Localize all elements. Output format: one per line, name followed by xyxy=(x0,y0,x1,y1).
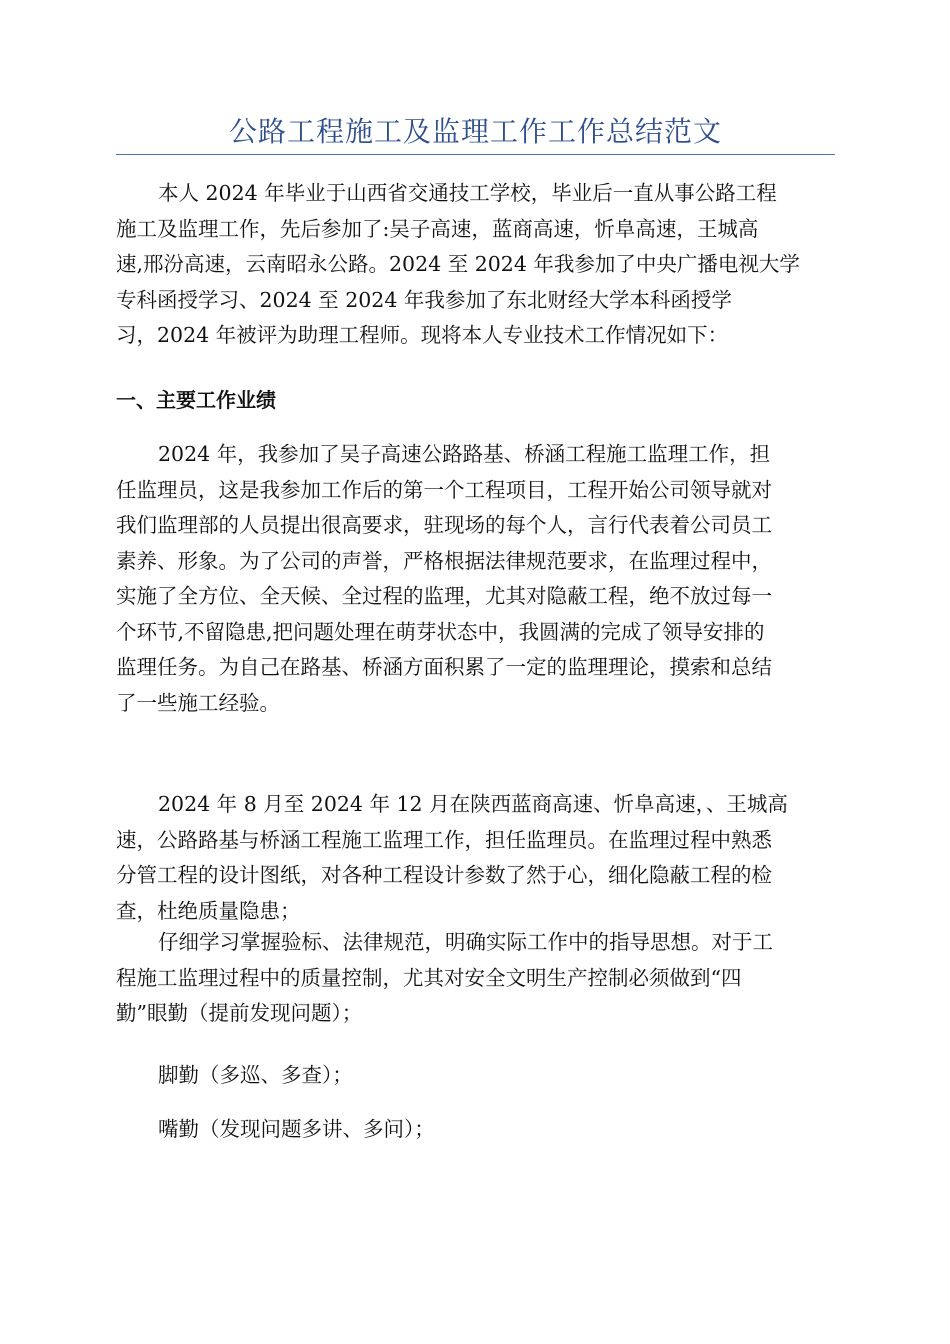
paragraph-line: 个环节,不留隐患,把问题处理在萌芽状态中，我圆满的完成了领导安排的 xyxy=(116,619,765,644)
paragraph-line: 嘴勤（发现问题多讲、多问）； xyxy=(158,1117,435,1141)
paragraph-1 xyxy=(116,176,835,354)
section-heading: 一、主要工作业绩 xyxy=(116,388,276,412)
paragraph-line: 速，公路路基与桥涵工程施工监理工作，担任监理员。在监理过程中熟悉 xyxy=(116,827,772,852)
paragraph-line: 脚勤（多巡、多查）； xyxy=(158,1063,353,1087)
paragraph-line: 专科函授学习、2024 至 2024 年我参加了东北财经大学本科函授学 xyxy=(116,287,732,312)
paragraph-line: 程施工监理过程中的质量控制，尤其对安全文明生产控制必须做到“四 xyxy=(116,965,742,990)
paragraph-6 xyxy=(116,1112,835,1148)
paragraph-line: 施工及监理工作，先后参加了:吴子高速，蓝商高速，忻阜高速，王城高 xyxy=(116,216,759,241)
document-title: 公路工程施工及监理工作工作总结范文 xyxy=(228,115,722,148)
paragraph-line: 分管工程的设计图纸，对各种工程设计参数了然于心，细化隐蔽工程的检 xyxy=(116,863,772,887)
paragraph-2 xyxy=(116,437,835,721)
paragraph-line: 仔细学习掌握验标、法律规范，明确实际工作中的指导思想。对于工 xyxy=(158,930,773,954)
paragraph-line: 习，2024 年被评为助理工程师。现将本人专业技术工作情况如下： xyxy=(116,323,729,347)
paragraph-line: 我们监理部的人员提出很高要求，驻现场的每个人，言行代表着公司员工 xyxy=(116,513,772,537)
paragraph-line: 了一些施工经验。 xyxy=(116,690,280,715)
paragraph-3 xyxy=(116,787,835,929)
paragraph-line: 本人 2024 年毕业于山西省交通技工学校，毕业后一直从事公路工程 xyxy=(158,181,777,205)
title-underline xyxy=(116,154,835,155)
paragraph-line: 素养、形象。为了公司的声誉，严格根据法律规范要求，在监理过程中， xyxy=(116,548,772,573)
paragraph-line: 实施了全方位、全天候、全过程的监理，尤其对隐蔽工程，绝不放过每一 xyxy=(116,584,772,608)
paragraph-4 xyxy=(116,925,835,1032)
paragraph-line: 监理任务。为自己在路基、桥涵方面积累了一定的监理理论，摸索和总结 xyxy=(116,655,772,679)
paragraph-line: 2024 年 8 月至 2024 年 12 月在陕西蓝商高速、忻阜高速，、王城高 xyxy=(158,792,788,816)
paragraph-line: 2024 年，我参加了吴子高速公路路基、桥涵工程施工监理工作，担 xyxy=(158,442,771,466)
paragraph-line: 速,邢汾高速，云南昭永公路。2024 至 2024 年我参加了中央广播电视大学 xyxy=(116,252,800,276)
paragraph-5 xyxy=(116,1058,835,1094)
paragraph-line: 任监理员，这是我参加工作后的第一个工程项目，工程开始公司领导就对 xyxy=(116,477,772,502)
paragraph-line: 查，杜绝质量隐患； xyxy=(116,898,301,923)
paragraph-line: 勤”眼勤（提前发现问题）； xyxy=(116,1001,363,1025)
